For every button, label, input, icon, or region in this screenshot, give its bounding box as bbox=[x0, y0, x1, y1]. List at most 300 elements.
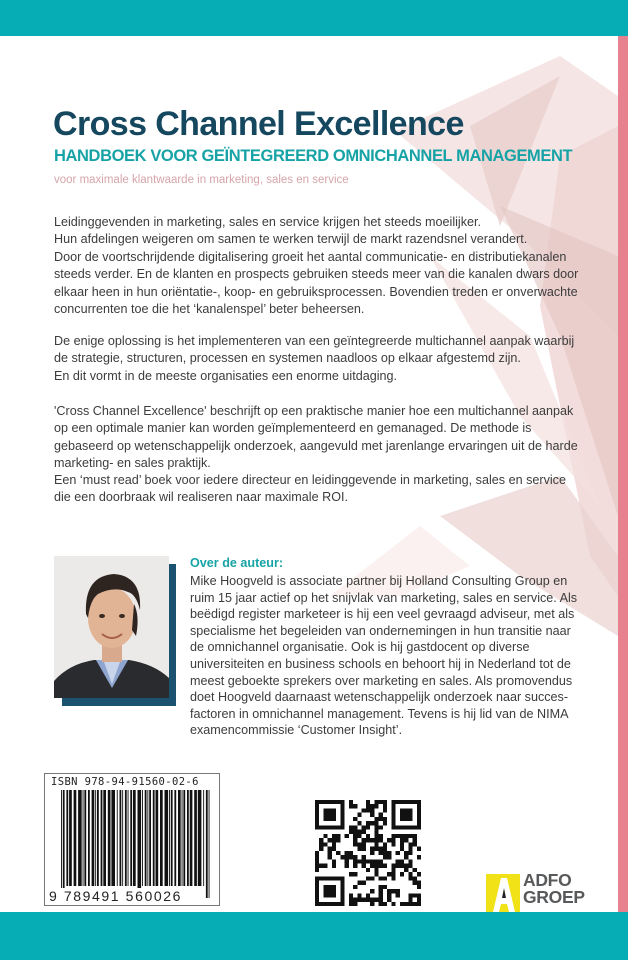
qr-module bbox=[340, 825, 344, 829]
qr-module bbox=[379, 834, 383, 838]
qr-module bbox=[349, 893, 353, 897]
qr-module bbox=[366, 893, 370, 897]
qr-module bbox=[391, 813, 395, 817]
qr-module bbox=[400, 838, 404, 842]
qr-module bbox=[336, 834, 340, 838]
barcode-digits: 9 789491 560026 bbox=[49, 888, 182, 904]
qr-module bbox=[383, 817, 387, 821]
barcode-bar bbox=[209, 790, 210, 898]
barcode-bar bbox=[206, 790, 208, 898]
qr-module bbox=[353, 817, 357, 821]
qr-module bbox=[362, 898, 366, 902]
qr-module bbox=[408, 851, 412, 855]
qr-code-icon[interactable] bbox=[315, 800, 421, 906]
qr-module bbox=[417, 872, 421, 876]
qr-module bbox=[391, 868, 395, 872]
qr-module bbox=[319, 838, 323, 842]
qr-module bbox=[417, 817, 421, 821]
qr-module bbox=[362, 859, 366, 863]
blurb-line: En dit vormt in de meeste organisaties een enorme uitdaging. bbox=[54, 368, 398, 383]
publisher-logo-mark bbox=[486, 874, 520, 912]
qr-module bbox=[383, 800, 387, 804]
barcode-bar bbox=[101, 790, 103, 886]
blurb-line: de strategie, structuren, processen en systemen naadloos op elkaar afgestemd zijn. bbox=[54, 351, 521, 366]
qr-module bbox=[379, 813, 383, 817]
qr-module bbox=[315, 902, 319, 906]
barcode-bar bbox=[174, 790, 176, 886]
qr-module bbox=[404, 855, 408, 859]
barcode-bar bbox=[97, 790, 99, 886]
qr-module bbox=[328, 876, 332, 880]
qr-module bbox=[391, 864, 395, 868]
qr-module bbox=[328, 885, 332, 889]
qr-module bbox=[357, 881, 361, 885]
qr-module bbox=[366, 800, 370, 804]
qr-module bbox=[366, 859, 370, 863]
barcode-bar bbox=[153, 790, 155, 886]
qr-module bbox=[315, 885, 319, 889]
qr-module bbox=[328, 889, 332, 893]
qr-module bbox=[332, 800, 336, 804]
author-bio-line: factoren in omnichannel management. Tevens is hij lid van de NIMA bbox=[190, 706, 569, 721]
barcode-bar bbox=[74, 790, 77, 886]
blurb-paragraph-1 bbox=[54, 214, 614, 318]
qr-module bbox=[336, 800, 340, 804]
barcode-bar bbox=[63, 790, 65, 898]
qr-module bbox=[400, 817, 404, 821]
barcode-bar bbox=[83, 790, 84, 886]
qr-module bbox=[336, 876, 340, 880]
qr-module bbox=[323, 885, 327, 889]
blurb-line: 'Cross Channel Excellence' beschrijft op een praktische manier hoe een multichannel aanpak bbox=[54, 404, 574, 418]
barcode-bar bbox=[78, 790, 82, 886]
qr-module bbox=[315, 821, 319, 825]
qr-module bbox=[362, 855, 366, 859]
qr-module bbox=[328, 838, 332, 842]
qr-module bbox=[323, 876, 327, 880]
qr-module bbox=[315, 817, 319, 821]
qr-module bbox=[357, 830, 361, 834]
barcode-bar bbox=[133, 790, 136, 886]
qr-module bbox=[387, 855, 391, 859]
qr-module bbox=[340, 902, 344, 906]
qr-module bbox=[417, 881, 421, 885]
qr-module bbox=[391, 800, 395, 804]
qr-module bbox=[315, 864, 319, 868]
qr-module bbox=[400, 813, 404, 817]
qr-module bbox=[379, 889, 383, 893]
qr-module bbox=[323, 825, 327, 829]
bottom-color-band bbox=[0, 912, 628, 960]
qr-module bbox=[315, 804, 319, 808]
qr-module bbox=[383, 821, 387, 825]
barcode-bar bbox=[182, 790, 183, 886]
qr-module bbox=[357, 893, 361, 897]
qr-module bbox=[370, 808, 374, 812]
qr-module bbox=[332, 817, 336, 821]
qr-module bbox=[370, 889, 374, 893]
qr-module bbox=[353, 898, 357, 902]
barcode-bar bbox=[178, 790, 181, 886]
qr-module bbox=[328, 800, 332, 804]
qr-module bbox=[349, 830, 353, 834]
qr-module bbox=[323, 864, 327, 868]
qr-module bbox=[400, 902, 404, 906]
qr-module bbox=[408, 898, 412, 902]
author-bio bbox=[190, 573, 610, 739]
adfo-a-icon bbox=[486, 874, 520, 912]
qr-module bbox=[400, 825, 404, 829]
qr-module bbox=[319, 825, 323, 829]
qr-module bbox=[408, 893, 412, 897]
qr-module bbox=[391, 902, 395, 906]
qr-module bbox=[353, 804, 357, 808]
qr-module bbox=[387, 872, 391, 876]
qr-module bbox=[408, 834, 412, 838]
qr-module bbox=[353, 872, 357, 876]
blurb-line: gebaseerd op wetenschappelijk onderzoek, aangevuld met jarenlange ervaringen uit de harde bbox=[54, 438, 578, 453]
blurb-line: Hun afdelingen weigeren om samen te werken terwijl de markt razendsnel verandert. bbox=[54, 232, 528, 247]
author-heading: Over de auteur: bbox=[190, 556, 284, 570]
qr-module bbox=[336, 902, 340, 906]
qr-module bbox=[328, 851, 332, 855]
qr-module bbox=[379, 838, 383, 842]
qr-module bbox=[357, 842, 361, 846]
qr-module bbox=[336, 825, 340, 829]
author-bio-line: Mike Hoogveld is associate partner bij Holland Consulting Group en bbox=[190, 574, 568, 588]
qr-module bbox=[328, 902, 332, 906]
barcode-bar bbox=[88, 790, 90, 886]
qr-module bbox=[408, 842, 412, 846]
blurb-paragraph-3 bbox=[54, 403, 614, 473]
qr-module bbox=[391, 889, 395, 893]
qr-module bbox=[396, 825, 400, 829]
qr-module bbox=[370, 876, 374, 880]
publisher-name bbox=[523, 872, 585, 906]
qr-module bbox=[404, 902, 408, 906]
qr-module bbox=[353, 859, 357, 863]
qr-module bbox=[340, 893, 344, 897]
qr-module bbox=[362, 847, 366, 851]
blurb-line: steeds verder. En de klanten en prospects gebruiken steeds meer van die kanalen dwars door bbox=[54, 267, 579, 282]
qr-module bbox=[413, 800, 417, 804]
qr-module bbox=[413, 868, 417, 872]
qr-module bbox=[391, 838, 395, 842]
qr-module bbox=[323, 902, 327, 906]
qr-module bbox=[408, 902, 412, 906]
qr-module bbox=[379, 859, 383, 863]
qr-module bbox=[391, 872, 395, 876]
barcode-bar bbox=[198, 790, 202, 886]
qr-module bbox=[323, 800, 327, 804]
qr-module bbox=[349, 898, 353, 902]
qr-module bbox=[374, 868, 378, 872]
qr-module bbox=[340, 881, 344, 885]
qr-module bbox=[408, 825, 412, 829]
qr-module bbox=[357, 834, 361, 838]
barcode-bar bbox=[125, 790, 127, 886]
top-color-band bbox=[0, 0, 628, 36]
qr-module bbox=[408, 817, 412, 821]
qr-module bbox=[323, 842, 327, 846]
qr-module bbox=[332, 864, 336, 868]
blurb-line: op een optimale manier kan worden geïmplementeerd en gemanaged. De methode is bbox=[54, 421, 532, 436]
barcode-bar bbox=[194, 790, 197, 886]
qr-module bbox=[413, 834, 417, 838]
qr-module bbox=[366, 898, 370, 902]
author-bio-line: examencommissie ‘Customer Insight’. bbox=[190, 723, 403, 738]
barcode-bar bbox=[92, 790, 95, 886]
qr-module bbox=[400, 842, 404, 846]
qr-module bbox=[374, 847, 378, 851]
qr-module bbox=[315, 889, 319, 893]
barcode-bar bbox=[142, 790, 143, 886]
qr-module bbox=[366, 868, 370, 872]
qr-module bbox=[417, 825, 421, 829]
qr-module bbox=[345, 855, 349, 859]
qr-module bbox=[323, 808, 327, 812]
blurb-line: concurrenten toe die het ‘kanalenspel’ beter beheersen. bbox=[54, 302, 365, 317]
qr-module bbox=[315, 825, 319, 829]
qr-module bbox=[383, 847, 387, 851]
qr-module bbox=[362, 830, 366, 834]
qr-module bbox=[370, 851, 374, 855]
qr-module bbox=[387, 838, 391, 842]
blurb-line: Leidinggevenden in marketing, sales en service krijgen het steeds moeilijker. bbox=[54, 215, 482, 229]
qr-module bbox=[408, 847, 412, 851]
qr-module bbox=[400, 808, 404, 812]
author-photo bbox=[54, 556, 169, 698]
qr-module bbox=[417, 898, 421, 902]
barcode-bar bbox=[183, 790, 185, 886]
barcode-bar bbox=[122, 790, 123, 886]
qr-module bbox=[340, 889, 344, 893]
qr-module bbox=[413, 893, 417, 897]
qr-module bbox=[379, 817, 383, 821]
qr-module bbox=[417, 885, 421, 889]
qr-module bbox=[353, 842, 357, 846]
qr-module bbox=[383, 851, 387, 855]
qr-module bbox=[396, 851, 400, 855]
qr-module bbox=[332, 842, 336, 846]
qr-module bbox=[379, 825, 383, 829]
qr-module bbox=[323, 889, 327, 893]
qr-module bbox=[370, 902, 374, 906]
qr-module bbox=[349, 855, 353, 859]
qr-module bbox=[345, 851, 349, 855]
qr-module bbox=[374, 825, 378, 829]
qr-module bbox=[323, 813, 327, 817]
blurb-paragraph-2 bbox=[54, 333, 614, 385]
book-tagline: voor maximale klantwaarde in marketing, sales en service bbox=[54, 174, 349, 186]
qr-module bbox=[323, 834, 327, 838]
qr-module bbox=[340, 876, 344, 880]
qr-module bbox=[374, 830, 378, 834]
qr-module bbox=[396, 800, 400, 804]
qr-module bbox=[391, 825, 395, 829]
barcode-bar bbox=[147, 790, 148, 886]
qr-module bbox=[349, 825, 353, 829]
qr-module bbox=[323, 893, 327, 897]
qr-module bbox=[340, 898, 344, 902]
qr-module bbox=[374, 800, 378, 804]
qr-module bbox=[404, 834, 408, 838]
qr-module bbox=[374, 864, 378, 868]
qr-module bbox=[383, 804, 387, 808]
qr-module bbox=[400, 872, 404, 876]
barcode-bar bbox=[160, 790, 163, 886]
qr-module bbox=[340, 817, 344, 821]
qr-module bbox=[400, 847, 404, 851]
qr-module bbox=[328, 893, 332, 897]
qr-module bbox=[340, 885, 344, 889]
qr-module bbox=[315, 800, 319, 804]
qr-module bbox=[340, 800, 344, 804]
qr-module bbox=[383, 885, 387, 889]
author-portrait-icon bbox=[54, 556, 169, 698]
qr-module bbox=[315, 881, 319, 885]
qr-module bbox=[404, 800, 408, 804]
barcode-bar bbox=[120, 790, 122, 886]
qr-module bbox=[379, 800, 383, 804]
qr-module bbox=[332, 838, 336, 842]
qr-module bbox=[328, 855, 332, 859]
qr-module bbox=[332, 813, 336, 817]
qr-module bbox=[379, 885, 383, 889]
qr-module bbox=[408, 876, 412, 880]
qr-module bbox=[332, 859, 336, 863]
qr-module bbox=[374, 898, 378, 902]
qr-module bbox=[349, 851, 353, 855]
qr-module bbox=[366, 876, 370, 880]
qr-module bbox=[404, 851, 408, 855]
barcode-bar bbox=[190, 790, 193, 886]
qr-module bbox=[374, 817, 378, 821]
qr-module bbox=[413, 876, 417, 880]
qr-module bbox=[340, 855, 344, 859]
publisher-name-line1: ADFO bbox=[523, 870, 572, 890]
blurb-line: die een doorbraak wil realiseren naar maximale ROI. bbox=[54, 490, 348, 505]
qr-module bbox=[319, 902, 323, 906]
barcode-bar bbox=[128, 790, 129, 886]
qr-module bbox=[370, 804, 374, 808]
barcode-bar bbox=[187, 790, 189, 886]
qr-module bbox=[340, 813, 344, 817]
qr-module bbox=[366, 804, 370, 808]
qr-module bbox=[417, 800, 421, 804]
qr-module bbox=[332, 825, 336, 829]
qr-module bbox=[345, 864, 349, 868]
qr-module bbox=[357, 859, 361, 863]
blurb-line: Een ‘must read’ boek voor iedere directeur en leidinggevende in marketing, sales en service bbox=[54, 473, 566, 487]
qr-module bbox=[379, 893, 383, 897]
qr-module bbox=[332, 834, 336, 838]
qr-module bbox=[396, 893, 400, 897]
qr-module bbox=[387, 851, 391, 855]
qr-module bbox=[408, 864, 412, 868]
qr-module bbox=[362, 842, 366, 846]
qr-module bbox=[349, 872, 353, 876]
barcode-bar bbox=[111, 790, 115, 886]
qr-module bbox=[391, 876, 395, 880]
qr-module bbox=[336, 851, 340, 855]
qr-module bbox=[417, 808, 421, 812]
qr-module bbox=[391, 808, 395, 812]
qr-module bbox=[366, 808, 370, 812]
qr-module bbox=[349, 804, 353, 808]
qr-module bbox=[374, 842, 378, 846]
qr-module bbox=[391, 804, 395, 808]
blurb-paragraph-4 bbox=[54, 472, 614, 507]
barcode-bar bbox=[171, 790, 173, 886]
barcode-bar bbox=[156, 790, 159, 886]
qr-module bbox=[353, 838, 357, 842]
qr-module bbox=[370, 813, 374, 817]
qr-module bbox=[362, 881, 366, 885]
qr-module bbox=[379, 847, 383, 851]
book-title: Cross Channel Excellence bbox=[53, 105, 464, 143]
qr-module bbox=[417, 813, 421, 817]
barcode-bar bbox=[103, 790, 106, 886]
qr-module bbox=[328, 847, 332, 851]
qr-module bbox=[404, 808, 408, 812]
author-bio-line: ruim 15 jaar actief op het snijvlak van marketing, sales en service. Als bbox=[190, 590, 578, 605]
qr-module bbox=[370, 864, 374, 868]
barcode-bar bbox=[117, 790, 118, 886]
qr-module bbox=[400, 864, 404, 868]
qr-module bbox=[349, 902, 353, 906]
qr-module bbox=[319, 876, 323, 880]
qr-module bbox=[357, 898, 361, 902]
qr-module bbox=[417, 821, 421, 825]
qr-module bbox=[391, 842, 395, 846]
qr-module bbox=[374, 834, 378, 838]
qr-module bbox=[362, 864, 366, 868]
qr-module bbox=[353, 834, 357, 838]
qr-module bbox=[319, 864, 323, 868]
blurb-line: Door de voortschrijdende digitalisering groeit het aantal communicatie- en distributiekanalen bbox=[54, 249, 567, 264]
qr-module bbox=[408, 859, 412, 863]
qr-module bbox=[345, 834, 349, 838]
author-bio-line: meest geboekte sprekers over marketing en sales. Als promovendus bbox=[190, 673, 573, 688]
qr-module bbox=[340, 808, 344, 812]
barcode-bar bbox=[203, 790, 204, 886]
qr-module bbox=[332, 808, 336, 812]
qr-module bbox=[370, 859, 374, 863]
qr-module bbox=[383, 864, 387, 868]
qr-module bbox=[374, 821, 378, 825]
qr-module bbox=[417, 902, 421, 906]
qr-module bbox=[404, 825, 408, 829]
qr-module bbox=[332, 876, 336, 880]
qr-module bbox=[408, 813, 412, 817]
qr-module bbox=[332, 893, 336, 897]
qr-module bbox=[417, 804, 421, 808]
qr-module bbox=[370, 847, 374, 851]
qr-module bbox=[332, 889, 336, 893]
author-bio-line: doet Hoogveld daarnaast wetenschappelijk onderzoek naar succes- bbox=[190, 690, 569, 705]
book-subtitle: HANDBOEK VOOR GEÏNTEGREERD OMNICHANNEL MANAGEMENT bbox=[54, 147, 573, 165]
qr-module bbox=[353, 855, 357, 859]
author-bio-line: beëdigd register marketeer is hij een veel gevraagd adviseur, met als bbox=[190, 607, 575, 622]
qr-module bbox=[336, 838, 340, 842]
barcode-bar bbox=[84, 790, 86, 886]
qr-module bbox=[417, 847, 421, 851]
qr-module bbox=[379, 851, 383, 855]
qr-module bbox=[417, 855, 421, 859]
qr-module bbox=[374, 859, 378, 863]
qr-module bbox=[362, 808, 366, 812]
